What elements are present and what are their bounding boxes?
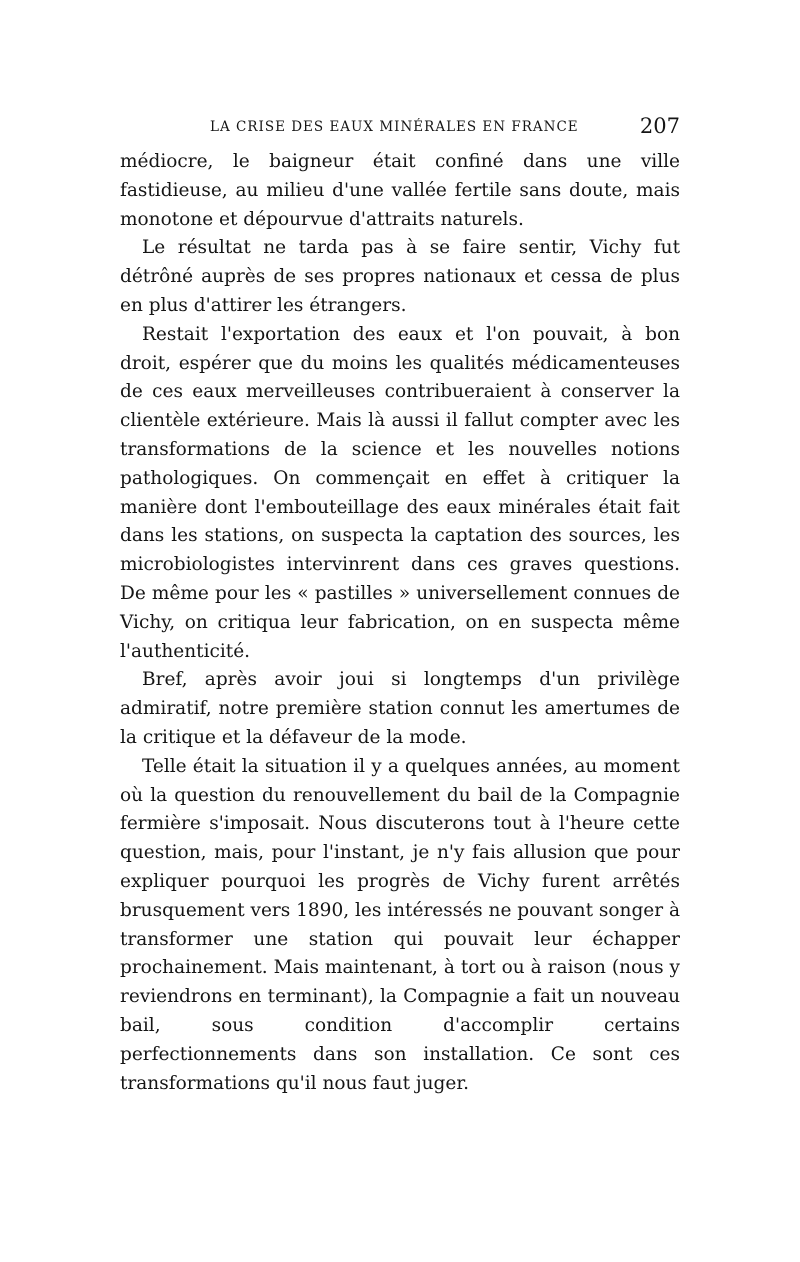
paragraph: médiocre, le baigneur était confiné dans une ville fastidieuse, au milieu d'une vallée fertile sans doute, mais monotone et dépourvue d'attraits naturels. <box>120 151 680 230</box>
page-number: 207 <box>639 114 680 138</box>
paragraph: Restait l'exportation des eaux et l'on pouvait, à bon droit, espérer que du moins les qualités médicamenteuses de ces eaux merveilleuses contribueraient à conserver la clientèle extérieure. Mais là aussi il fallut compter avec les transformations de la science et les nouvelles notions pathologiques. On commençait en effet à critiquer la manière dont l'embouteillage des eaux minérales était fait dans les stations, on suspecta la captation des sources, les microbiologistes intervinrent dans ces graves questions. De même pour les « pastilles » universellement connues de Vichy, on critiqua leur fabrication, on en suspecta même l'authenticité. <box>120 323 680 662</box>
running-title: LA CRISE DES EAUX MINÉRALES EN FRANCE <box>210 119 579 135</box>
paragraph: Bref, après avoir joui si longtemps d'un privilège admiratif, notre première station connut les amertumes de la critique et la défaveur de la mode. <box>120 669 680 748</box>
running-header <box>210 114 680 139</box>
paragraph: Le résultat ne tarda pas à se faire sentir, Vichy fut détrôné auprès de ses propres nationaux et cessa de plus en plus d'attirer les étrangers. <box>120 237 680 316</box>
paragraph: Telle était la situation il y a quelques années, au moment où la question du renouvellement du bail de la Compagnie fermière s'imposait. Nous discuterons tout à l'heure cette question, mais, pour l'instant, je n'y fais allusion que pour expliquer pourquoi les progrès de Vichy furent arrêtés brusquement vers 1890, les intéressés ne pouvant songer à transformer une station qui pouvait leur échapper prochainement. Mais maintenant, à tort ou à raison (nous y reviendrons en terminant), la Compagnie a fait un nouveau bail, sous condition d'accomplir certains perfectionnements dans son installation. Ce sont ces transformations qu'il nous faut juger. <box>120 755 680 1094</box>
body-text <box>120 148 680 1098</box>
